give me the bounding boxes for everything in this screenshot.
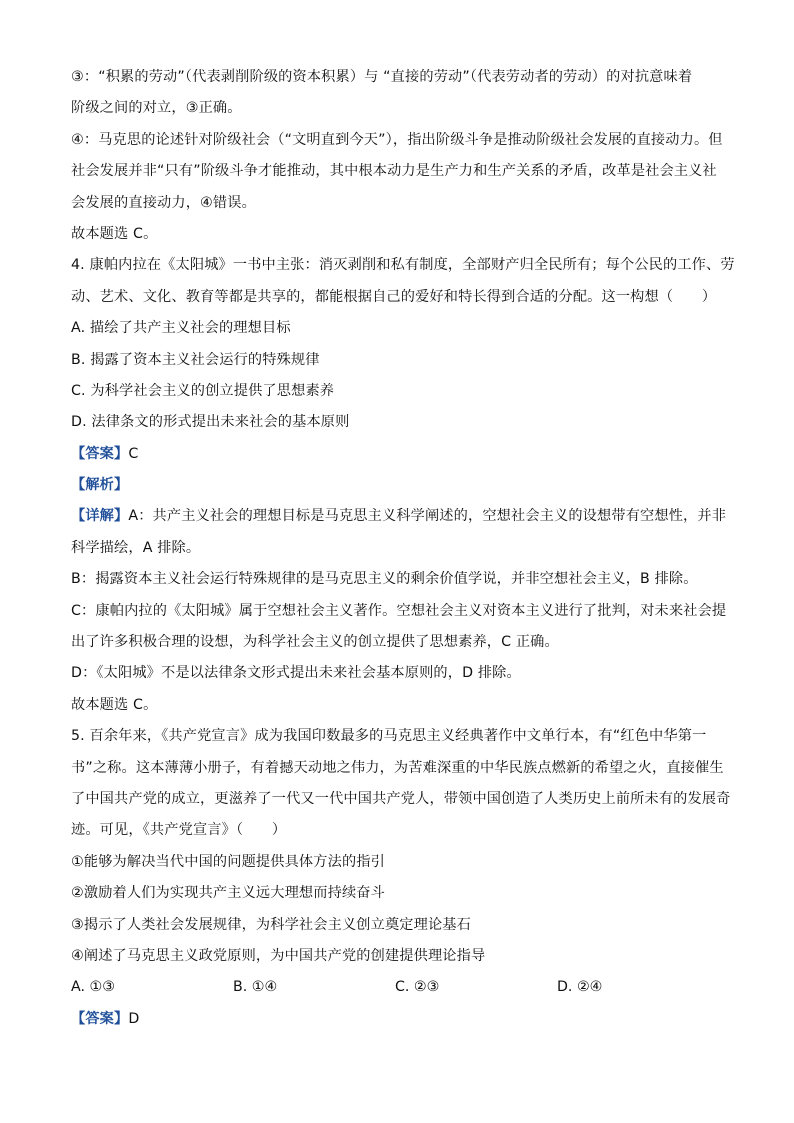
question-stem-line: 迹。可见，《共产党宣言》（ ） — [71, 822, 287, 839]
answer-line — [71, 439, 721, 470]
statement-1: ①能够为解决当代中国的问题提供具体方法的指引 — [71, 853, 385, 870]
text-line: 会发展的直接动力，④错误。 — [71, 194, 256, 211]
detail-line: B：揭露资本主义社会运行特殊规律的是马克思主义的剩余价值学说，并非空想社会主义，B 排除。 — [71, 571, 698, 588]
detail-line: 出了许多积极合理的设想，为科学社会主义的创立提供了思想素养，C 正确。 — [71, 634, 559, 651]
option-b: B. 揭露了资本主义社会运行的特殊规律 — [71, 351, 320, 368]
statement-3: ③揭示了人类社会发展规律，为科学社会主义创立奠定理论基石 — [71, 916, 471, 933]
statement-2: ②激励着人们为实现共产主义远大理想而持续奋斗 — [71, 885, 385, 902]
question-stem-line: 书”之称。这本薄薄小册子，有着撼天动地之伟力，为苦难深重的中华民族点燃新的希望之火，直接催生 — [71, 759, 724, 776]
question-5 — [71, 721, 731, 1035]
question-3-explanation-tail — [71, 62, 721, 250]
conclusion-line: 故本题选 C。 — [71, 696, 158, 713]
detail-line: C：康帕内拉的《太阳城》属于空想社会主义著作。空想社会主义对资本主义进行了批判，对未来社会提 — [71, 602, 727, 619]
answer-value: C — [128, 445, 139, 462]
choice-b: B. ①④ — [233, 979, 278, 996]
analysis-heading — [71, 470, 721, 501]
text-line: 阶级之间的对立，③正确。 — [71, 100, 242, 117]
detail-line: D：《太阳城》不是以法律条文形式提出未来社会基本原则的，D 排除。 — [71, 665, 521, 682]
document-page — [71, 62, 735, 1035]
choice-d: D. ②④ — [557, 979, 603, 996]
question-stem-line: 5. 百余年来，《共产党宣言》成为我国印数最多的马克思主义经典著作中文单行本，有“红色中华第一 — [71, 728, 707, 745]
question-4 — [71, 250, 735, 721]
option-d: D. 法律条文的形式提出未来社会的基本原则 — [71, 414, 350, 431]
detail-line: 科学描绘，A 排除。 — [71, 539, 201, 556]
text-line: ③：“积累的劳动”（代表剥削阶级的资本积累）与 “直接的劳动”（代表劳动者的劳动）的对抗意味着 — [71, 69, 693, 85]
option-a: A. 描绘了共产主义社会的理想目标 — [71, 320, 291, 337]
question-stem-line: 了中国共产党的成立，更滋养了一代又一代中国共产党人，带领中国创造了人类历史上前所未有的发展奇 — [71, 790, 731, 807]
question-stem-line: 动、艺术、文化、教育等都是共享的，都能根据自己的爱好和特长得到合适的分配。这一构想（ ） — [71, 288, 717, 305]
answer-line — [71, 1004, 721, 1035]
conclusion-line: 故本题选 C。 — [71, 225, 158, 242]
text-line: 社会发展并非“只有”阶级斗争才能推动，其中根本动力是生产力和生产关系的矛盾，改革是社会主义社 — [71, 163, 717, 180]
answer-tag: 【答案】 — [71, 445, 129, 462]
answer-tag: 【答案】 — [71, 1010, 129, 1027]
statement-4: ④阐述了马克思主义政党原则，为中国共产党的创建提供理论指导 — [71, 947, 486, 964]
question-stem-line: 4. 康帕内拉在《太阳城》一书中主张：消灭剥削和私有制度，全部财产归全民所有；每个公民的工作、劳 — [71, 257, 735, 274]
detail-text: A：共产主义社会的理想目标是马克思主义科学阐述的，空想社会主义的设想带有空想性，并非 — [128, 508, 727, 525]
choice-a: A. ①③ — [71, 979, 115, 996]
option-c: C. 为科学社会主义的创立提供了思想素养 — [71, 382, 335, 399]
detail-line — [71, 501, 727, 532]
choice-c: C. ②③ — [395, 979, 440, 996]
text-line: ④：马克思的论述针对阶级社会（“文明直到今天”），指出阶级斗争是推动阶级社会发展的直接动力。但 — [71, 131, 723, 148]
answer-value: D — [128, 1010, 140, 1027]
detail-tag: 【详解】 — [71, 508, 129, 525]
choices-row — [71, 972, 721, 1003]
analysis-tag: 【解析】 — [71, 477, 129, 494]
